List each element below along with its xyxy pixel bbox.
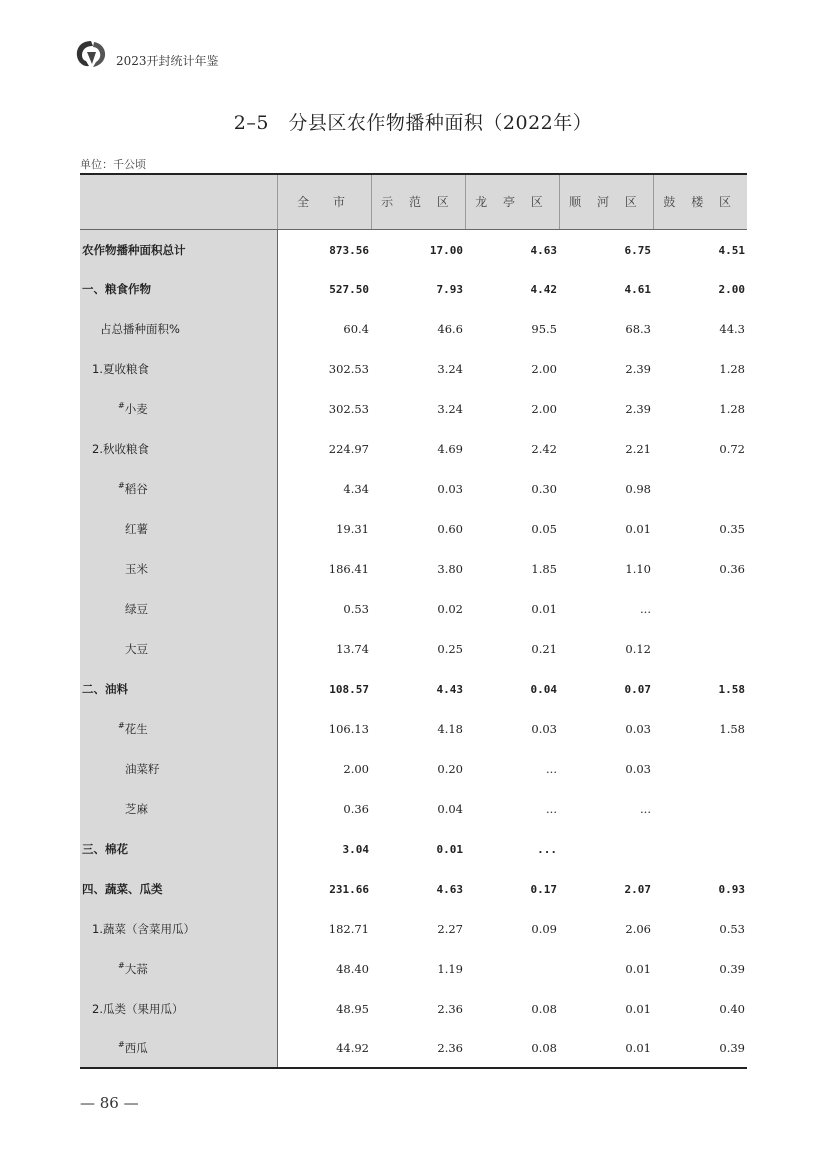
table-cell: 2.39 [625,362,651,376]
table-cell: 3.80 [437,562,463,576]
table-cell: 4.43 [436,682,463,696]
row-label [80,269,277,309]
table-cell: 2.00 [531,362,557,376]
table-cell: 44.3 [719,322,745,336]
table-cell: 0.17 [530,882,557,896]
row-label [80,669,277,709]
table-row [80,309,747,349]
table-row [80,549,747,589]
table-cell: 2.42 [531,442,557,456]
table-row [80,589,747,629]
table-row [80,1029,747,1068]
note-mark: # [118,481,125,490]
page-number: — 86 — [80,1094,139,1112]
table-cell: 0.25 [437,642,463,656]
row-label-text: 玉米 [125,562,148,576]
table-cell [465,949,559,989]
table-cell: 0.39 [653,1029,747,1068]
table-cell: 4.63 [436,882,463,896]
table-cell: 0.07 [624,682,651,696]
row-label-text: 红薯 [125,522,148,536]
table-cell: 4.42 [530,282,557,296]
note-mark: # [118,721,125,730]
table-cell: 0.04 [530,682,557,696]
table-cell: 0.01 [531,602,557,616]
table-cell: 3.04 [342,842,369,856]
table-row [80,509,747,549]
statistics-table [80,173,747,1069]
row-label-text: 花生 [124,722,148,736]
table-cell: 0.08 [531,1002,557,1016]
table-cell: 2.39 [625,402,651,416]
table-cell: 0.60 [437,522,463,536]
table-cell: 1.58 [718,682,745,696]
table-cell: 302.53 [328,402,369,416]
table-cell: 0.01 [625,962,651,976]
table-cell: 0.12 [625,642,651,656]
row-label [80,389,277,429]
row-label-text: 2.瓜类（果用瓜） [92,1002,184,1016]
table-row [80,349,747,389]
row-label [80,1029,277,1068]
row-label-text: 1.夏收粮食 [92,362,149,376]
row-label [80,989,277,1029]
table-cell: 60.4 [343,322,369,336]
page-header [74,38,219,70]
table-cell: 0.36 [719,562,745,576]
table-cell [653,589,747,629]
row-label [80,749,277,789]
table-cell: 2.00 [343,762,369,776]
table-cell: 0.01 [625,522,651,536]
row-label [80,309,277,349]
table-cell: 0.35 [719,522,745,536]
table-cell: 0.40 [719,1002,745,1016]
table-cell: 0.93 [718,882,745,896]
row-label [80,709,277,749]
table-cell: 231.66 [329,882,369,896]
row-label-text: 西瓜 [124,1041,148,1055]
book-title: 2023开封统计年鉴 [116,53,219,68]
table-cell: ... [546,802,557,816]
table-cell: 186.41 [328,562,369,576]
row-label-text: 油菜籽 [125,762,160,776]
row-label-text: 1.蔬菜（含菜用瓜） [92,922,195,936]
table-cell: 0.21 [531,642,557,656]
table-cell [653,629,747,669]
row-label [80,469,277,509]
column-header: 龙 亭 区 [465,174,559,229]
table-cell: 0.03 [531,722,557,736]
row-label-text: 稻谷 [124,482,148,496]
table-cell: 108.57 [329,682,369,696]
table-cell: 0.02 [437,602,463,616]
table-header-row [80,174,747,229]
note-mark: # [118,401,125,410]
table-cell: 0.08 [465,1029,559,1068]
table-cell: 6.75 [624,243,651,257]
row-label [80,589,277,629]
table-cell: ... [537,842,557,856]
table-cell: 527.50 [329,282,369,296]
table-cell: 106.13 [328,722,369,736]
table-cell: 0.01 [625,1002,651,1016]
table-cell: 2.00 [718,282,745,296]
unit-label: 单位：千公顷 [80,158,146,171]
table-cell: ... [546,762,557,776]
yearbook-logo-icon [74,38,108,70]
header-empty-cell [80,174,277,229]
row-label-text: 三、棉花 [82,842,128,856]
page-title: 2–5 分县区农作物播种面积（2022年） [233,112,593,134]
row-label [80,429,277,469]
table-cell: 182.71 [328,922,369,936]
row-label [80,549,277,589]
table-cell: 4.69 [437,442,463,456]
table-cell: 873.56 [329,243,369,257]
row-label-text: 四、蔬菜、瓜类 [82,882,163,896]
table-cell: 0.04 [437,802,463,816]
table-cell: 0.03 [625,762,651,776]
table-cell [653,789,747,829]
table-row [80,909,747,949]
table-cell [653,829,747,869]
table-cell [653,749,747,789]
table-cell: 17.00 [429,243,463,257]
table-row [80,229,747,269]
table-cell: 0.01 [436,842,463,856]
table-cell: ... [640,602,651,616]
row-label-text: 2.秋收粮食 [92,442,149,456]
table-cell: 0.20 [437,762,463,776]
table-cell: 68.3 [625,322,651,336]
table-cell: 4.18 [437,722,463,736]
row-label-text: 一、粮食作物 [82,282,151,296]
table-cell: 2.06 [625,922,651,936]
table-cell: 0.36 [343,802,369,816]
table-cell: 2.21 [625,442,651,456]
table-cell: 0.39 [719,962,745,976]
table-cell: 4.63 [530,243,557,257]
row-label [80,509,277,549]
table-row [80,829,747,869]
table-cell: 1.28 [719,362,745,376]
table-cell: 48.40 [336,962,369,976]
table-cell: 302.53 [328,362,369,376]
table-cell: 1.85 [531,562,557,576]
table-cell: 2.07 [624,882,651,896]
table-row [80,629,747,669]
table-cell: 7.93 [436,282,463,296]
table-cell: 0.09 [531,922,557,936]
row-label-text: 农作物播种面积总计 [82,243,186,258]
table-cell: 2.36 [371,1029,465,1068]
row-label-text: 芝麻 [125,802,148,816]
row-label-text: 二、油料 [82,682,128,696]
table-cell: 44.92 [277,1029,371,1068]
table-cell: 1.19 [437,962,463,976]
table-cell: 4.51 [718,243,745,257]
row-label-text: 大蒜 [124,962,148,976]
table-cell: 0.72 [719,442,745,456]
table-cell: 0.30 [531,482,557,496]
table-cell: 95.5 [531,322,557,336]
table-cell: 0.98 [625,482,651,496]
row-label [80,629,277,669]
table-cell [559,829,653,869]
table-cell: 0.05 [531,522,557,536]
row-label [80,789,277,829]
table-row [80,989,747,1029]
table-row [80,429,747,469]
table-cell: 0.03 [625,722,651,736]
row-label-text: 绿豆 [125,602,148,616]
row-label [80,869,277,909]
table-cell: 1.28 [719,402,745,416]
table-cell: 3.24 [437,402,463,416]
table-row [80,749,747,789]
table-cell [653,469,747,509]
table-row [80,949,747,989]
table-cell: 2.36 [437,1002,463,1016]
table-row [80,869,747,909]
table-cell: 4.61 [624,282,651,296]
table-cell: 0.53 [719,922,745,936]
table-cell: 224.97 [328,442,369,456]
row-label-text: 占总播种面积% [100,322,180,336]
table-cell: 1.10 [625,562,651,576]
note-mark: # [118,1040,125,1049]
row-label-text: 小麦 [124,402,148,416]
table-cell: 0.01 [559,1029,653,1068]
table-row [80,469,747,509]
row-label-text: 大豆 [125,642,148,656]
table-cell: ... [640,802,651,816]
table-row [80,389,747,429]
row-label [80,949,277,989]
table-cell: 19.31 [336,522,369,536]
table-row [80,789,747,829]
table-cell: 0.53 [343,602,369,616]
row-label [80,229,277,269]
column-header: 顺 河 区 [559,174,653,229]
row-label [80,349,277,389]
table-row [80,709,747,749]
row-label [80,829,277,869]
table-row [80,269,747,309]
table-cell: 46.6 [437,322,463,336]
column-header: 鼓 楼 区 [653,174,747,229]
note-mark: # [118,961,125,970]
table-cell: 13.74 [336,642,369,656]
table-cell: 3.24 [437,362,463,376]
table-cell: 48.95 [336,1002,369,1016]
row-label [80,909,277,949]
column-header: 示 范 区 [371,174,465,229]
table-row [80,669,747,709]
table-cell: 2.27 [437,922,463,936]
table-cell: 4.34 [343,482,369,496]
table-cell: 1.58 [719,722,745,736]
table-cell: 2.00 [531,402,557,416]
table-cell: 0.03 [437,482,463,496]
column-header: 全 市 [277,174,371,229]
